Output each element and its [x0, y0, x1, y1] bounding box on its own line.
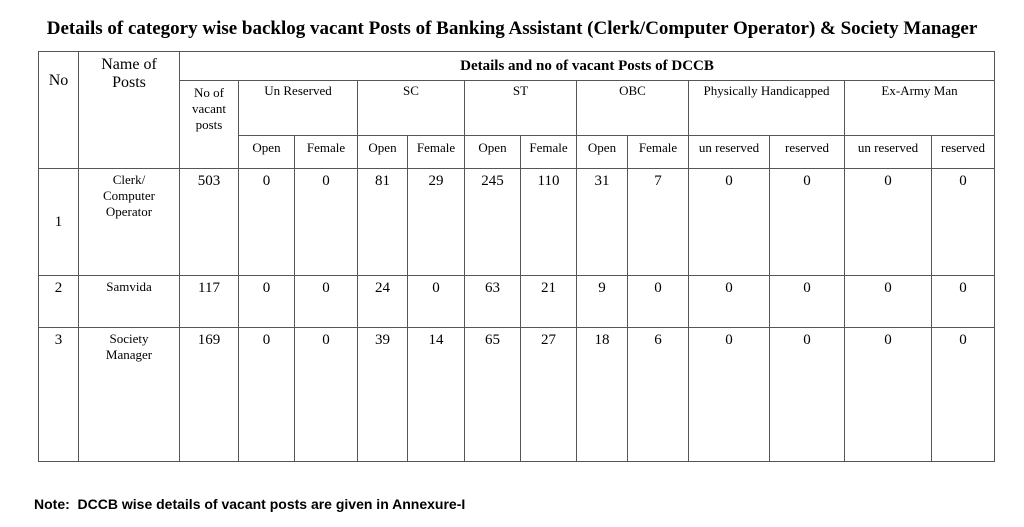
header-vacant-line2: vacant	[192, 101, 226, 116]
value-cell: 6	[628, 328, 689, 462]
footnote: Note: DCCB wise details of vacant posts are given in Annexure-I	[34, 496, 466, 512]
subheader-cell: Open	[239, 136, 295, 169]
header-group-physically-handicapped: Physically Handicapped	[689, 81, 845, 136]
subheader-cell: Open	[577, 136, 628, 169]
header-main: Details and no of vacant Posts of DCCB	[180, 52, 995, 81]
value-cell: 0	[408, 276, 465, 328]
value-cell: 0	[845, 169, 932, 276]
post-name-line: Computer	[103, 188, 155, 203]
value-cell: 0	[239, 276, 295, 328]
post-name-line: Society	[109, 331, 149, 346]
header-name-line2: Posts	[112, 74, 146, 91]
subheader-cell: Female	[628, 136, 689, 169]
value-cell: 0	[295, 328, 358, 462]
row-post-name	[79, 169, 180, 276]
value-cell: 0	[239, 328, 295, 462]
subheader-cell: reserved	[770, 136, 845, 169]
post-name-line: Manager	[105, 347, 153, 362]
subheader-cell: reserved	[932, 136, 995, 169]
value-cell: 0	[689, 276, 770, 328]
value-cell: 0	[770, 328, 845, 462]
value-cell: 0	[932, 328, 995, 462]
value-cell: 0	[295, 276, 358, 328]
table-row	[39, 169, 995, 276]
value-cell: 0	[845, 276, 932, 328]
value-cell: 9	[577, 276, 628, 328]
row-post-name	[79, 276, 180, 328]
value-cell: 63	[465, 276, 521, 328]
subheader-cell: Open	[358, 136, 408, 169]
value-cell: 31	[577, 169, 628, 276]
value-cell: 117	[180, 276, 239, 328]
header-group-sc: SC	[358, 81, 465, 136]
value-cell: 27	[521, 328, 577, 462]
post-name-line: Clerk/	[112, 172, 146, 187]
value-cell: 0	[689, 328, 770, 462]
header-group-st: ST	[465, 81, 577, 136]
value-cell: 65	[465, 328, 521, 462]
value-cell: 0	[295, 169, 358, 276]
header-group-ex-army: Ex-Army Man	[845, 81, 995, 136]
value-cell: 24	[358, 276, 408, 328]
subheader-cell: un reserved	[845, 136, 932, 169]
header-vacant-posts	[180, 81, 239, 169]
value-cell: 0	[932, 169, 995, 276]
subheader-cell: un reserved	[689, 136, 770, 169]
value-cell: 7	[628, 169, 689, 276]
header-vacant-line3: posts	[195, 117, 223, 132]
header-name-of-posts	[79, 52, 180, 169]
subheader-cell: Open	[465, 136, 521, 169]
value-cell: 21	[521, 276, 577, 328]
value-cell: 503	[180, 169, 239, 276]
value-cell: 0	[689, 169, 770, 276]
value-cell: 18	[577, 328, 628, 462]
subheader-cell: Female	[521, 136, 577, 169]
post-name-line: Samvida	[106, 279, 152, 294]
header-group-unreserved: Un Reserved	[239, 81, 358, 136]
table-row	[39, 328, 995, 462]
value-cell: 110	[521, 169, 577, 276]
subheader-cell: Female	[408, 136, 465, 169]
subheader-cell: Female	[295, 136, 358, 169]
value-cell: 39	[358, 328, 408, 462]
value-cell: 0	[770, 276, 845, 328]
value-cell: 81	[358, 169, 408, 276]
value-cell: 245	[465, 169, 521, 276]
row-number: 2	[39, 276, 79, 328]
value-cell: 0	[932, 276, 995, 328]
header-no: No	[39, 52, 79, 169]
header-name-line1: Name of	[101, 56, 157, 73]
vacancy-table	[38, 51, 995, 462]
page-title: Details of category wise backlog vacant Posts of Banking Assistant (Clerk/Computer Operator) & Society Manager	[46, 18, 978, 39]
header-vacant-line1: No of	[194, 85, 224, 100]
table-row	[39, 276, 995, 328]
value-cell: 0	[239, 169, 295, 276]
row-post-name	[79, 328, 180, 462]
row-number: 3	[39, 328, 79, 462]
row-number: 1	[39, 169, 79, 276]
value-cell: 14	[408, 328, 465, 462]
value-cell: 0	[845, 328, 932, 462]
post-name-line: Operator	[105, 204, 153, 219]
header-group-obc: OBC	[577, 81, 689, 136]
value-cell: 0	[628, 276, 689, 328]
value-cell: 29	[408, 169, 465, 276]
value-cell: 0	[770, 169, 845, 276]
value-cell: 169	[180, 328, 239, 462]
